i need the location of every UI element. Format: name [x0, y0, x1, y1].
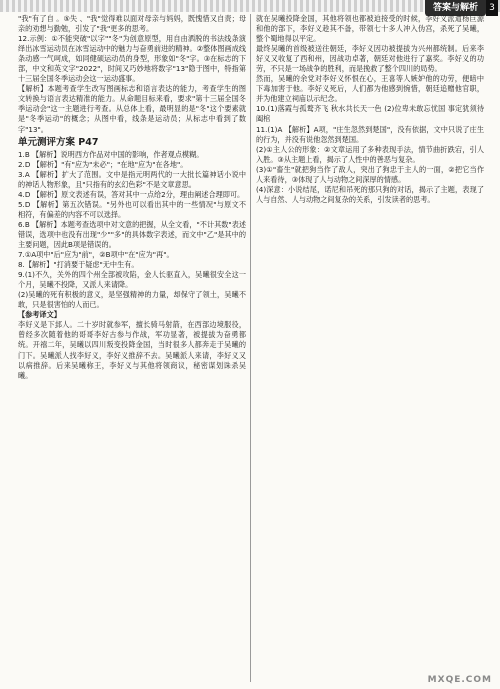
- paragraph: 然而，吴曦的余党对李好义怀恨在心，王喜等人嫉妒他的功劳，便暗中下毒加害于他。李好义死后，人们都为他感到惋惜，朝廷追赠他官职，并为他建立祠庙以示纪念。: [256, 74, 484, 104]
- column-divider: [250, 14, 251, 682]
- reference-translation-heading: 【参考译文】: [18, 310, 61, 320]
- left-column: [18, 14, 246, 684]
- paragraph: 李好义是下邽人。二十岁时就参军，擅长骑马射箭，在西部边境服役，曾经多次随着他的哥哥李好古参与作战，军功显著，被提拔为奋勇都统。开禧二年，吴曦以四川叛变投降金国，当时很多人都奔走于吴曦的门下。吴曦派人找李好义，李好义推辞不去。吴曦派人来请，李好义又以病推辞。后来吴曦称王，李好义与其他将领商议，秘密谋划诛杀吴曦。: [18, 320, 246, 380]
- paragraph: 7.①A项中"后"应为"前"，②B项中"在"应为"再"。: [18, 250, 174, 260]
- section-label: 答案与解析: [425, 0, 486, 16]
- section-title: 单元测评方案 P47: [18, 136, 99, 148]
- watermark: MXQE.COM: [427, 675, 492, 685]
- paragraph: (2)吴曦的死有积极的意义，是坚强精神的力量，却保守了领土，吴曦不敢，只是很害怕的人而已。: [18, 290, 246, 310]
- paragraph: 【解析】本题考查学生改写图画标志和语言表达的能力，考查学生的图文转换与语言表达精准的能力。从命题目标来看，要求"第十三届全国冬季运动会"这一主题进行考查。从总体上看，最明显的是"冬"这个要素就是"冬季运动"的概念；从图中看，线条是运动员；从标志中看到了数字"13"。: [18, 84, 246, 134]
- paragraph: 最终吴曦的首级被送往朝廷，李好义因功被提拔为兴州都统制。后来李好义又收复了西和州，因战功卓著，朝廷对他进行了嘉奖。李好义的功劳，不只是一场战争的胜利，而是挽救了整个四川的局势。: [256, 44, 484, 74]
- paragraph: 5.D 【解析】第五次错误。"另外也可以看出其中的一些情况"与原文不相符，有偏差的内容不可以选择。: [18, 199, 246, 219]
- paragraph: (4)深意：小说结尾，诺尼和吊死的那只狗的对话，揭示了主题，表现了人与自然、人与动物之间复杂的关系，引发读者的思考。: [256, 184, 484, 204]
- paragraph: 8.【解析】"打消要于疑虑"无中生有。: [18, 260, 139, 270]
- paragraph: "我"有了自 。⑤失 、"我"觉得难以面对母亲与妈妈，既愧惜又自责；母亲的劝想与勤勉，引发了"我"更多的思考。: [18, 14, 246, 34]
- paragraph: 3.A 【解析】扩大了范围。文中是指元明两代的一大批长篇神话小说中的神话人物形象，且"只指有的玄幻色彩"不是文章意思。: [18, 169, 246, 189]
- paragraph: 11.(1)A 【解析】A项，"庄生忽然到楚国"，没有依据，文中只说了庄生的行为，并没有说他忽然到楚国。: [256, 124, 484, 144]
- paragraph: 10.(1)落霞与孤鹜齐飞 秋水共长天一色 (2)位卑未敢忘忧国 事定犹须待阖棺: [256, 104, 484, 124]
- paragraph: 4.D 【解析】原文表述有误，答对其中一点给2分，理由阐述合理即可。: [18, 189, 245, 199]
- paragraph: 12.示例：①不能突破"以字""冬"为创意原型，用自由洒脱的书法线条演绎出冰雪运动员在冰雪运动中的魅力与奋勇前进的精神。②整体图画成线条动感一气呵成，如同健硕运动员的身型，形象如"冬"字。③在标志的下部，中文和英文字"2022"，时间又巧妙地将数字"13"隐于图中，特指第十三届全国冬季运动会这一运动盛事。: [18, 34, 246, 84]
- page-number: 3: [486, 0, 498, 16]
- paragraph: (3)①"畜生"就把狗当作了敌人，突出了狗忠于主人的一面，②把它当作人来看待，③体现了人与动物之间深厚的情感。: [256, 164, 484, 184]
- paragraph: 1.B 【解析】说明西方作品对中国的影响，作者观点模糊。: [18, 149, 204, 159]
- paragraph: 2.D 【解析】"有"应为"未必"；"在地"应为"在各地"。: [18, 159, 188, 169]
- paragraph: 9.(1)不久，关外的四个州全部被攻陷，金人长驱直入，吴曦很安全这一个月，吴曦不投降，又派人来请降。: [18, 270, 246, 290]
- right-column: [256, 14, 484, 684]
- paragraph: 就在吴曦投降金国，其他将领也都被迫接受的时候，李好义派遣杨巨源和他的部下，李好义趁其不备，带领七十多人冲入伪宫，杀死了吴曦，整个蜀地得以平定。: [256, 14, 484, 44]
- paragraph: (2)①主人公的形象：②文章运用了多种表现手法，情节曲折跌宕，引人入胜。③从主题上看，揭示了人性中的善恶与复杂。: [256, 144, 484, 164]
- paragraph: 6.B 【解析】本题考查选项中对文意的把握，从全文看，"不计其数"表述错误，选项中也没有出现"少""多"的具体数字表述，而文中"乙"是其中的主要问题，因此B项是错误的。: [18, 219, 246, 249]
